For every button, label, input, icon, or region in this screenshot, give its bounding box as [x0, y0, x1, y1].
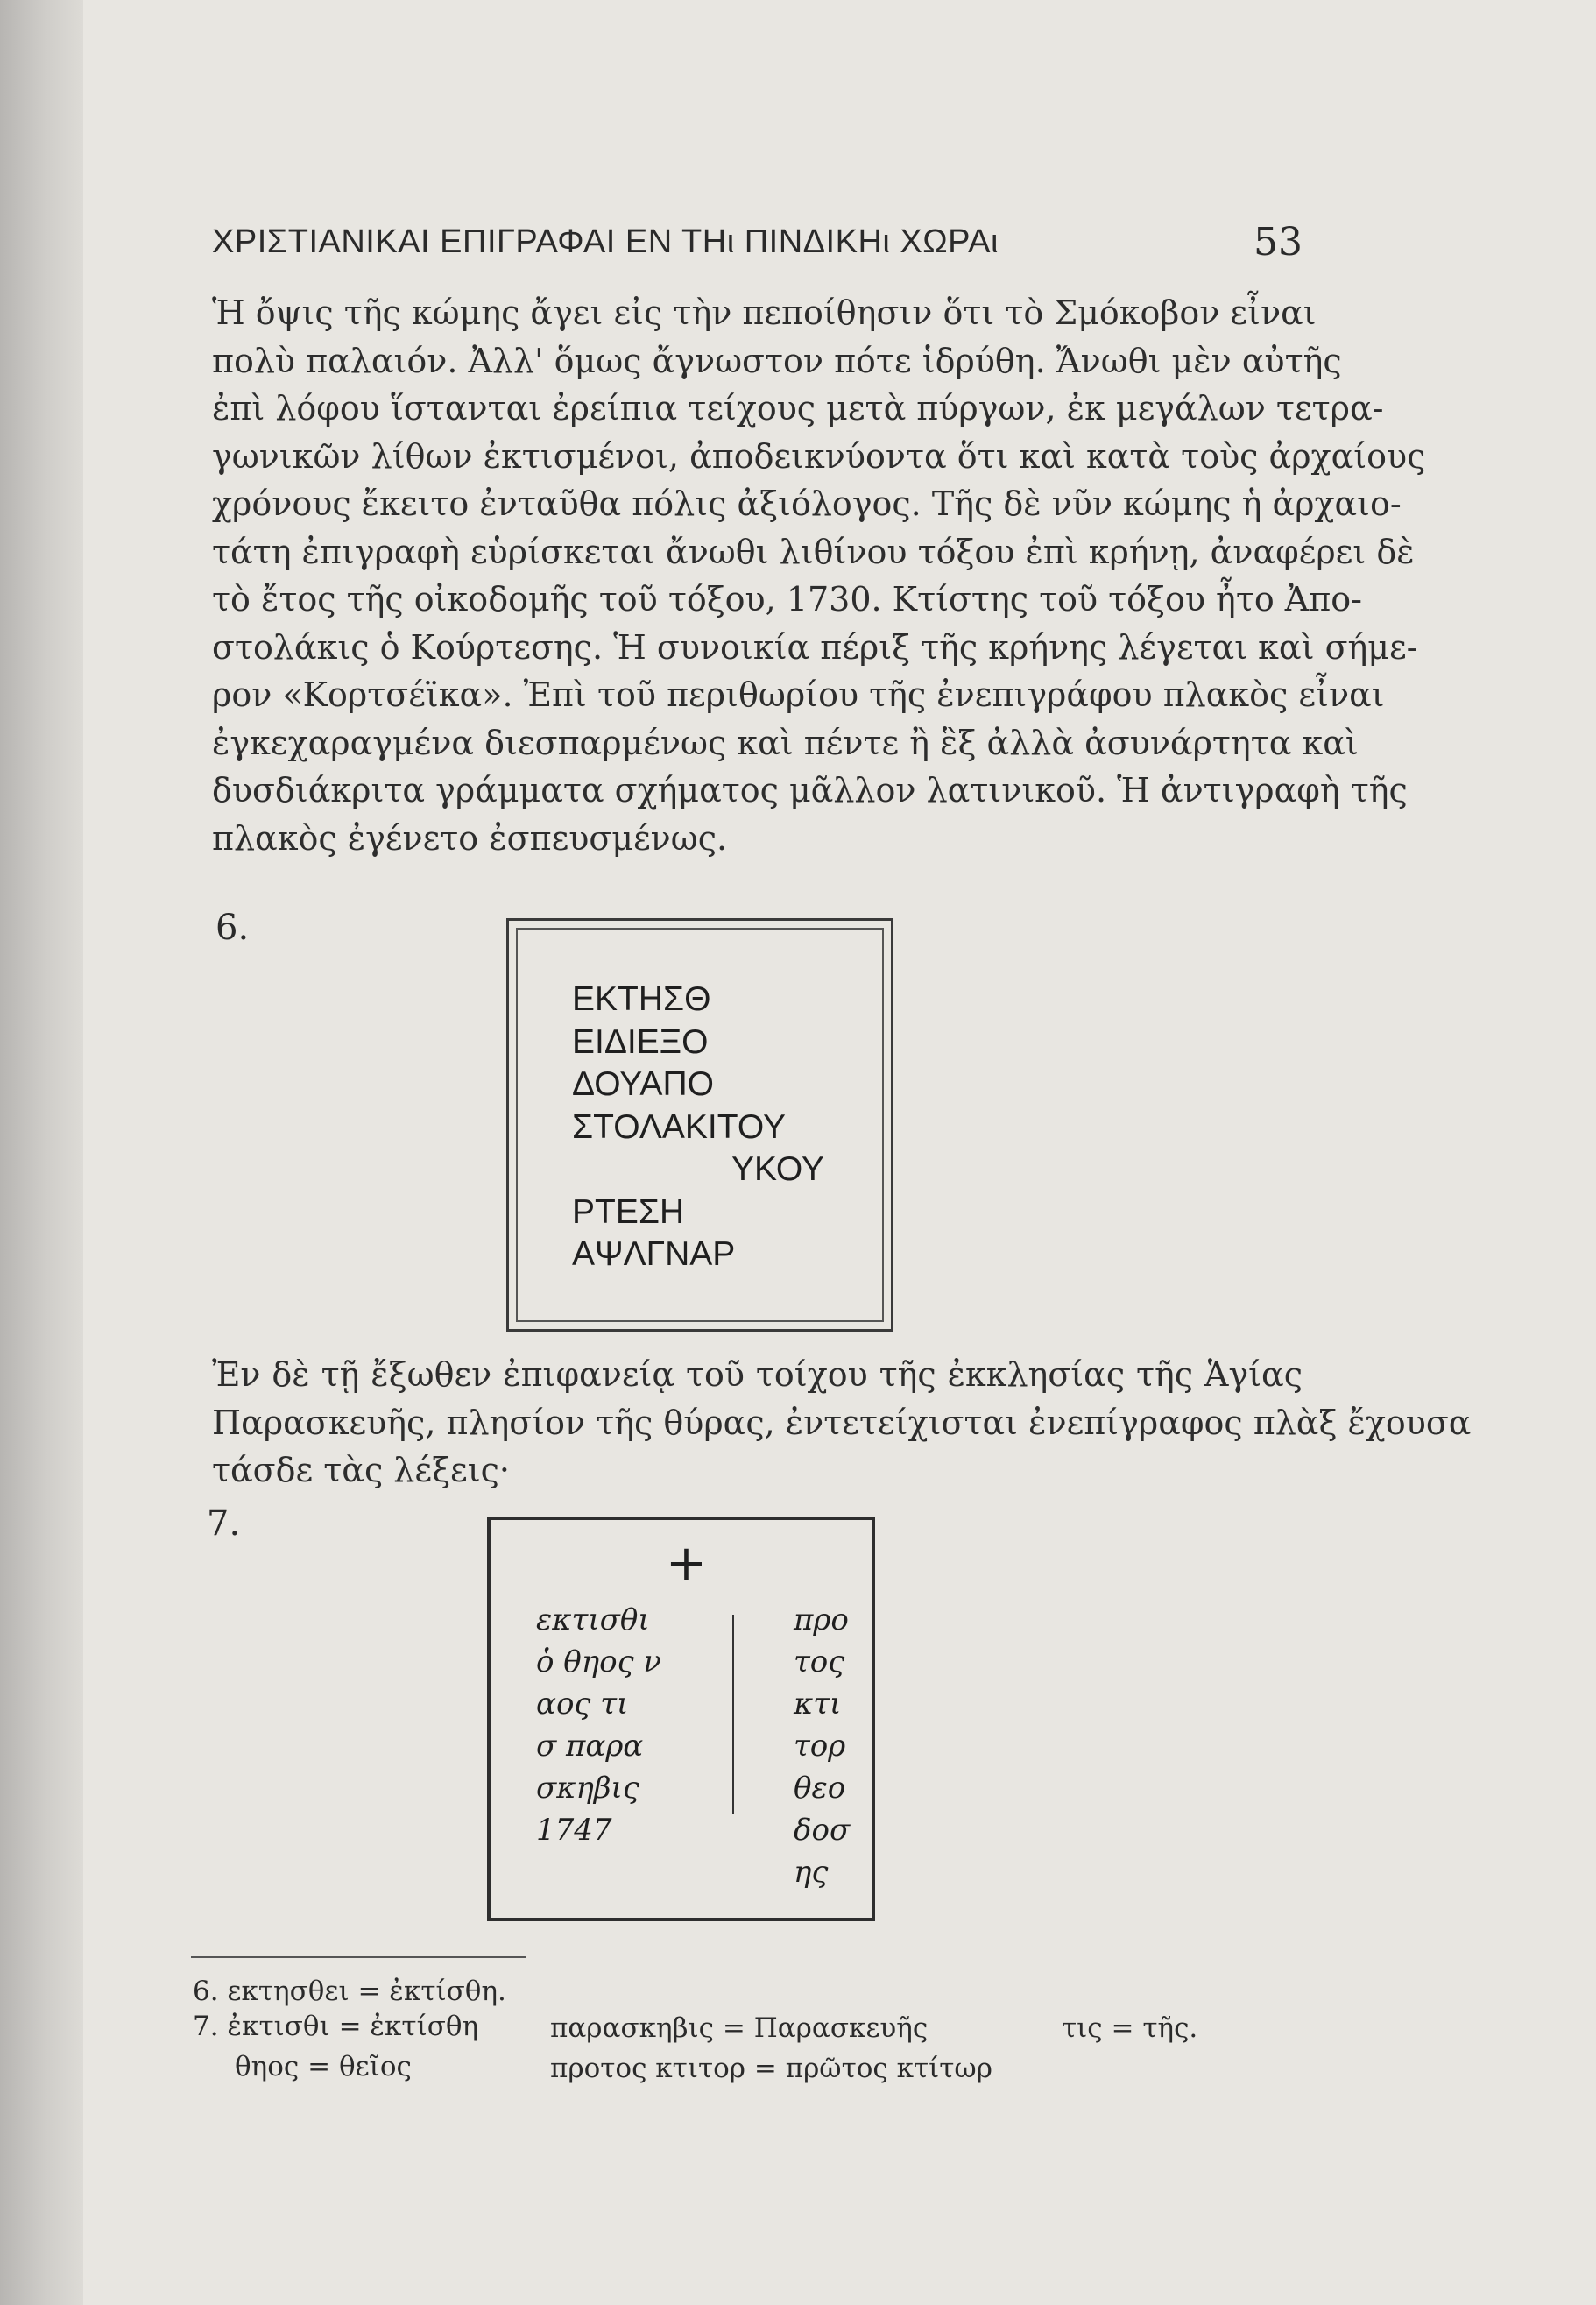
text-line: Παρασκευῆς, πλησίον τῆς θύρας, ἐντετείχισται ἐνεπίγραφος πλὰξ ἔχουσα: [212, 1403, 1472, 1442]
page-shadow-edge: [0, 0, 83, 2305]
inscription-line: εκτισθι: [536, 1602, 650, 1637]
text-line: Ἐν δὲ τῇ ἔξωθεν ἐπιφανείᾳ τοῦ τοίχου τῆς ἐκκλησίας τῆς Ἁγίας: [212, 1355, 1303, 1394]
text-line: τάτη ἐπιγραφὴ εὑρίσκεται ἄνωθι λιθίνου τόξου ἐπὶ κρήνῃ, ἀναφέρει δὲ: [212, 532, 1415, 571]
inscription-line: ΕΙΔΙΕΞΟ: [572, 1022, 709, 1061]
inscription-6-text: [572, 979, 824, 1276]
text-line: ρον «Κορτσέϊκα». Ἐπὶ τοῦ περιθωρίου τῆς ἐνεπιγράφου πλακὸς εἶναι: [212, 675, 1385, 714]
cross-symbol: +: [666, 1535, 707, 1592]
running-header: [212, 215, 1303, 276]
inscription-line: ΕΚΤΗΣΘ: [572, 980, 711, 1018]
inscription-line: τος: [794, 1644, 845, 1679]
inscription-line: τορ: [794, 1729, 846, 1764]
text-line: πολὺ παλαιόν. Ἀλλ' ὅμως ἄγνωστον πότε ἱδρύθη. Ἄνωθι μὲν αὐτῆς: [212, 341, 1342, 380]
page-number: 53: [1253, 220, 1303, 265]
inscription-line: θεο: [794, 1771, 846, 1806]
footnote-6: 6. εκτησθει = ἐκτίσθη.: [193, 1976, 506, 2007]
text-line: τάσδε τὰς λέξεις·: [212, 1451, 510, 1489]
paragraph-2: [212, 1351, 1472, 1495]
inscription-line: προ: [794, 1602, 849, 1637]
footnote-7-paraskevis: παρασκηβις = Παρασκευῆς: [550, 2012, 929, 2044]
footnote-rule: [191, 1956, 526, 1958]
inscription-7-right-column: [794, 1599, 850, 1893]
inscription-line: ὁ θηος ν: [536, 1644, 662, 1679]
column-divider: [732, 1615, 734, 1814]
inscription-line: 1747: [536, 1813, 612, 1848]
inscription-6-box: [506, 918, 893, 1332]
inscription-line: κτι: [794, 1686, 842, 1722]
inscription-6-number: 6.: [215, 908, 250, 948]
text-line: τὸ ἔτος τῆς οἰκοδομῆς τοῦ τόξου, 1730. Κτίστης τοῦ τόξου ἦτο Ἀπο-: [212, 580, 1362, 619]
text-line: Ἡ ὄψις τῆς κώμης ἄγει εἰς τὴν πεποίθησιν ὅτι τὸ Σμόκοβον εἶναι: [212, 293, 1317, 332]
text-line: πλακὸς ἐγένετο ἐσπευσμένως.: [212, 818, 728, 858]
footnote-7-theios: θηος = θεῖος: [235, 2051, 412, 2082]
footnote-7-tis: τις = τῆς.: [1062, 2012, 1198, 2044]
inscription-7-box: [487, 1517, 875, 1921]
inscription-line: ΡΤΕΣΗ: [572, 1192, 685, 1231]
text-line: γωνικῶν λίθων ἐκτισμένοι, ἀποδεικνύοντα ὅτι καὶ κατὰ τοὺς ἀρχαίους: [212, 436, 1426, 476]
inscription-7-left-column: [536, 1599, 661, 1851]
text-line: δυσδιάκριτα γράμματα σχήματος μᾶλλον λατινικοῦ. Ἡ ἀντιγραφὴ τῆς: [212, 771, 1408, 810]
inscription-line: αος τι: [536, 1686, 629, 1722]
footnote-7: 7. ἐκτισθι = ἐκτίσθη: [193, 2011, 479, 2042]
inscription-line: ΣΤΟΛΑΚΙΤΟΥ: [572, 1107, 786, 1146]
inscription-line: ΥΚΟΥ: [731, 1150, 824, 1188]
text-line: ἐπὶ λόφου ἵστανται ἐρείπια τείχους μετὰ πύργων, ἐκ μεγάλων τετρα-: [212, 389, 1384, 428]
inscription-line: ης: [794, 1855, 829, 1890]
running-title: ΧΡΙΣΤΙΑΝΙΚΑΙ ΕΠΙΓΡΑΦΑΙ ΕΝ ΤΗι ΠΙΝΔΙΚΗι ΧΩΡΑι: [212, 223, 999, 260]
text-line: στολάκις ὁ Κούρτεσης. Ἡ συνοικία πέριξ τῆς κρήνης λέγεται καὶ σήμε-: [212, 627, 1418, 667]
inscription-line: ΑΨΛΓΝΑΡ: [572, 1235, 736, 1273]
inscription-line: ΔΟΥΑΠΟ: [572, 1065, 714, 1103]
inscription-line: σ παρα: [536, 1729, 644, 1764]
text-line: ἐγκεχαραγμένα διεσπαρμένως καὶ πέντε ἢ ἓξ ἀλλὰ ἀσυνάρτητα καὶ: [212, 723, 1359, 762]
paragraph-1: [212, 289, 1426, 862]
inscription-7-number: 7.: [207, 1503, 241, 1544]
inscription-line: σκηβις: [536, 1771, 639, 1806]
inscription-line: δοσ: [794, 1813, 851, 1848]
footnote-7-protos-ktitor: προτος κτιτορ = πρῶτος κτίτωρ: [550, 2053, 992, 2084]
text-line: χρόνους ἔκειτο ἐνταῦθα πόλις ἀξιόλογος. Τῆς δὲ νῦν κώμης ἡ ἀρχαιο-: [212, 484, 1402, 523]
